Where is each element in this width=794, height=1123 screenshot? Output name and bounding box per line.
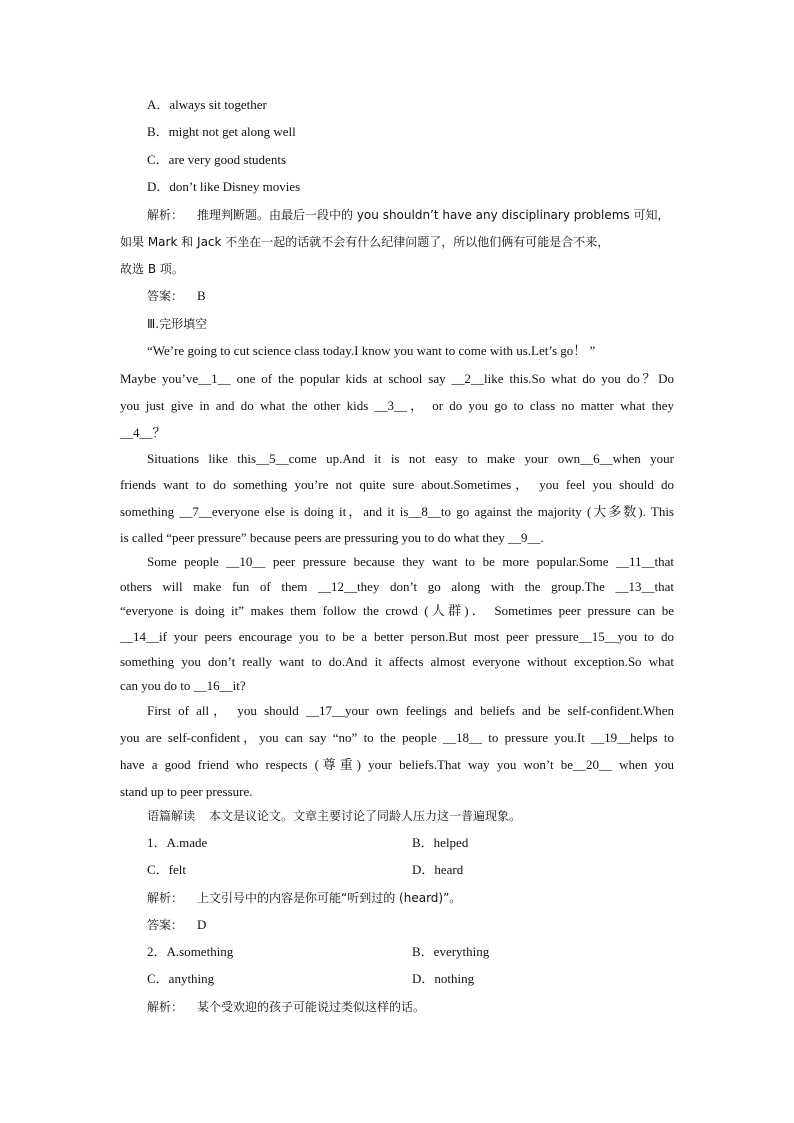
option-b: B．might not get along well — [147, 124, 296, 139]
passage-line: is called “peer pressure” because peers are pressuring you to do what they __9__. — [120, 530, 544, 545]
q1-explanation — [147, 889, 674, 907]
option-a: A．always sit together — [147, 97, 267, 112]
passage-line: Some people __10__ peer pressure because they want to be more popular.Some __11__that — [147, 554, 674, 569]
section-title: Ⅲ.完形填空 — [147, 317, 208, 331]
passage-line: Maybe you’ve__1__ one of the popular kids at school say __2__like this.So what do you do？Do — [120, 371, 674, 386]
answer-line — [147, 287, 674, 305]
answer-label: 答案： — [147, 289, 184, 303]
q1-option-a: 1．A.made — [147, 835, 208, 850]
explanation-line — [147, 206, 674, 224]
explanation-label: 解析： — [147, 208, 184, 222]
passage-line: Situations like this__5__come up.And it is not easy to make your own__6__when your — [147, 451, 674, 466]
q2-option-c: C．anything — [147, 971, 215, 986]
option-d: D．don’t like Disney movies — [147, 179, 301, 194]
passage-line: have a good friend who respects (尊重) your beliefs.That way you won’t be__20__ when you — [120, 757, 674, 772]
q1-option-d: D．heard — [412, 862, 464, 877]
option-c: C．are very good students — [147, 152, 287, 167]
explanation-line: 故选 B 项。 — [120, 262, 184, 276]
passage-line: “We’re going to cut science class today.I know you want to come with us.Let’s go！ ” — [147, 343, 596, 358]
explanation-line: 如果 Mark 和 Jack 不坐在一起的话就不会有什么纪律问题了，所以他们俩有可能是合不来， — [120, 235, 610, 249]
q1-explanation-label: 解析： — [147, 891, 184, 905]
analysis-label: 语篇解读 — [147, 809, 196, 823]
q2-explanation-label: 解析： — [147, 1000, 184, 1014]
q1-answer-label: 答案： — [147, 918, 184, 932]
passage-line: “everyone is doing it” makes them follow the crowd (人群)． Sometimes peer pressure can be — [120, 603, 674, 618]
passage-line: something you don’t really want to do.And it affects almost everyone without exception.So what — [120, 654, 674, 669]
passage-line: stand up to peer pressure. — [120, 784, 253, 799]
q1-option-b: B．helped — [412, 835, 469, 850]
analysis-text: 本文是议论文。文章主要讨论了同龄人压力这一普遍现象。 — [209, 809, 522, 823]
q1-answer — [147, 916, 674, 934]
passage-line: __14__if your peers encourage you to be a better person.But most peer pressure__15__you to do — [120, 629, 674, 644]
q2-option-b: B．everything — [412, 944, 490, 959]
analysis-line — [147, 807, 674, 825]
q2-option-d: D．nothing — [412, 971, 475, 986]
passage-line: can you do to __16__it? — [120, 678, 246, 693]
passage-line: First of all， you should __17__your own feelings and beliefs and be self-confident.When — [147, 703, 674, 718]
q1-option-c: C．felt — [147, 862, 186, 877]
explanation-text: 推理判断题。由最后一段中的 you shouldn’t have any disciplinary problems 可知， — [197, 208, 670, 222]
passage-line: friends want to do something you’re not quite sure about.Sometimes， you feel you should do — [120, 477, 674, 492]
q2-explanation — [147, 998, 674, 1016]
q2-option-a: 2．A.something — [147, 944, 234, 959]
passage-line: __4__？ — [120, 425, 166, 440]
answer-value: B — [197, 288, 206, 303]
q1-answer-value: D — [197, 917, 207, 932]
passage-line: you just give in and do what the other kids __3__， or do you go to class no matter what they — [120, 398, 674, 413]
passage-line: something __7__everyone else is doing it，and it is__8__to go against the majority (大多数). This — [120, 504, 674, 519]
q1-explanation-text: 上文引号中的内容是你可能“听到过的 (heard)”。 — [197, 891, 462, 905]
passage-line: you are self-confident，you can say “no” to the people __18__ to pressure you.It __19__helps to — [120, 730, 674, 745]
q2-explanation-text: 某个受欢迎的孩子可能说过类似这样的话。 — [197, 1000, 426, 1014]
passage-line: others will make fun of them __12__they don’t go along with the group.The __13__that — [120, 579, 674, 594]
